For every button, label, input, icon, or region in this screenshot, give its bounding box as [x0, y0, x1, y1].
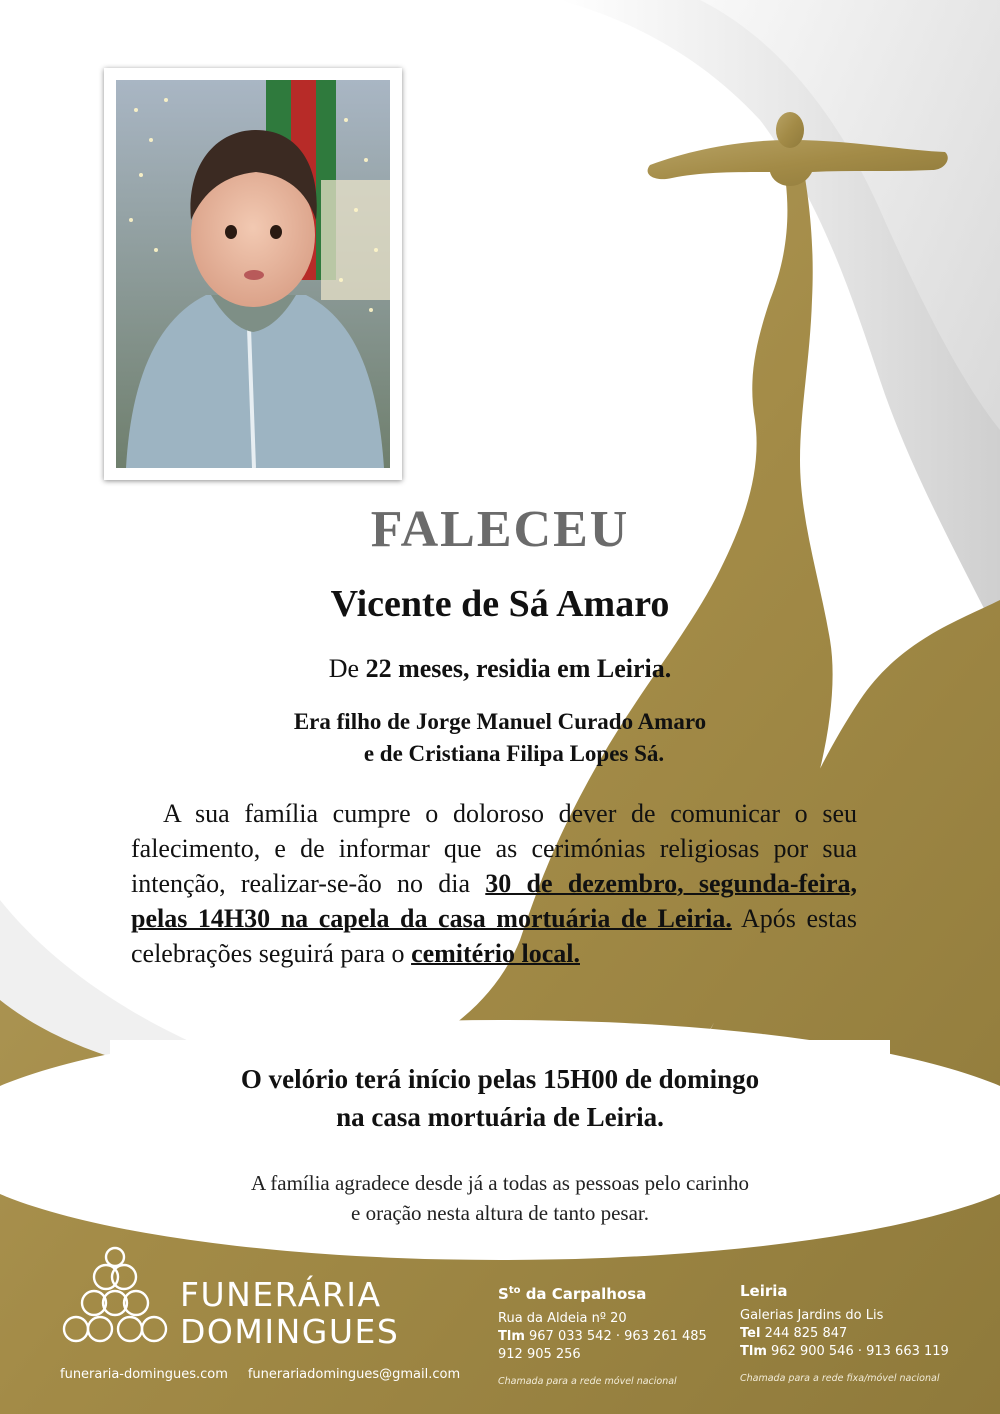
branch-leiria — [740, 1282, 949, 1388]
child-portrait-image — [116, 80, 390, 468]
branch2-tel — [740, 1325, 949, 1343]
wake-line-1: O velório terá início pelas 15H00 de domingo — [240, 1064, 760, 1094]
branch1-note: Chamada para a rede móvel nacional — [498, 1376, 677, 1387]
parents-block — [0, 706, 1000, 770]
thanks-line-2: e oração nesta altura de tanto pesar. — [351, 1201, 649, 1225]
branch-carpalhosa — [498, 1282, 707, 1391]
branch2-note: Chamada para a rede fixa/móvel nacional — [740, 1373, 940, 1384]
branch2-tlm-label: Tlm — [740, 1344, 767, 1359]
branch1-phones-2: 912 905 256 — [498, 1347, 581, 1362]
deceased-name: Vicente de Sá Amaro — [330, 583, 670, 625]
funeraria-logo-icon — [60, 1245, 170, 1355]
portrait-photo — [104, 68, 402, 480]
brand-line-2: DOMINGUES — [180, 1312, 400, 1351]
burial-location: cemitério local. — [411, 939, 580, 968]
announcement-paragraph — [131, 796, 857, 971]
website-link[interactable]: funeraria-domingues.com — [60, 1367, 228, 1382]
branch1-phones — [498, 1328, 707, 1346]
branch1-title-sup: to — [508, 1285, 521, 1296]
ceremony-details: 30 de dezembro, segunda-feira, pelas 14H30 na capela da casa mortuária de Leiria. — [131, 869, 858, 933]
age-residence-line — [0, 654, 1000, 684]
branch2-address: Galerias Jardins do Lis — [740, 1308, 884, 1323]
parents-line-2: e de Cristiana Filipa Lopes Sá. — [363, 741, 665, 766]
parents-line-1: Era filho de Jorge Manuel Curado Amaro — [293, 709, 707, 734]
branch-leiria-title: Leiria — [740, 1282, 788, 1300]
branch2-tel-number: 244 825 847 — [764, 1326, 848, 1341]
paragraph-text-1: A sua família cumpre o doloroso dever de comunicar o seu falecimento, e de informar que as cerimónias religiosas por sua intenção, realizar-se-ão no dia — [131, 799, 857, 898]
family-thanks — [0, 1168, 1000, 1228]
funeraria-brand-name — [180, 1276, 399, 1350]
branch1-address: Rua da Aldeia nº 20 — [498, 1311, 627, 1326]
branch-carpalhosa-title — [498, 1282, 707, 1303]
branch1-phone-label: Tlm — [498, 1329, 525, 1344]
branch2-tlm-numbers: 962 900 546 · 913 663 119 — [771, 1344, 949, 1359]
brand-line-1: FUNERÁRIA — [180, 1275, 382, 1314]
page-title: FALECEU — [370, 501, 630, 558]
age-detail: 22 meses, residia em Leiria. — [365, 654, 672, 683]
age-prefix: De — [328, 654, 360, 683]
contact-web-line — [60, 1367, 460, 1382]
wake-info — [0, 1060, 1000, 1136]
branch2-tlm — [740, 1343, 949, 1361]
branch1-phone-numbers: 967 033 542 · 963 261 485 — [529, 1329, 707, 1344]
paragraph-text-2: Após estas celebrações seguirá para o — [131, 904, 857, 968]
wake-line-2: na casa mortuária de Leiria. — [336, 1102, 664, 1132]
thanks-line-1: A família agradece desde já a todas as pessoas pelo carinho — [251, 1171, 749, 1195]
email-link[interactable]: funerariadomingues@gmail.com — [247, 1367, 461, 1382]
branch1-title-rest: da Carpalhosa — [520, 1285, 647, 1303]
branch1-title-s: S — [498, 1285, 509, 1303]
branch2-tel-label: Tel — [740, 1326, 761, 1341]
